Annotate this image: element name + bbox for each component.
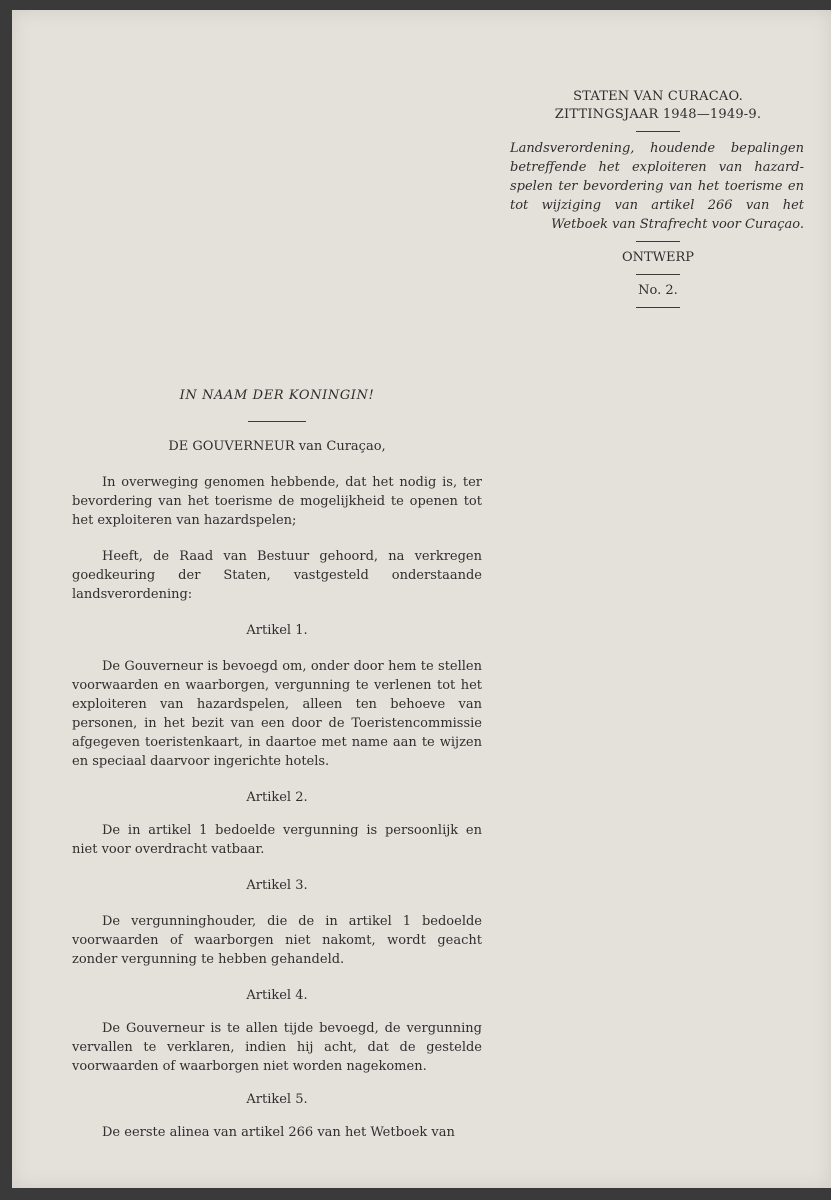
header-label: ONTWERP [621, 250, 695, 265]
governor-line: DE GOUVERNEUR van Curaçao, [168, 439, 386, 454]
article-title: Artikel 5. [246, 1092, 308, 1107]
article-text: De eerste alinea van artikel 266 van het Wetboek van [102, 1125, 455, 1140]
header-divider [636, 307, 680, 308]
article-text: De Gouverneur is te allen tijde bevoegd, de vergunning vervallen te verklaren, indien hij acht, dat de gestelde voorwaarden of waarborgen niet worden nagekomen. [72, 1021, 482, 1074]
document-header [508, 88, 808, 315]
article-text: De in artikel 1 bedoelde vergunning is persoonlijk en niet voor overdracht vatbaar. [72, 823, 482, 857]
invocation: IN NAAM DER KONINGIN! [179, 388, 375, 403]
article-title: Artikel 1. [246, 623, 308, 638]
header-assembly: STATEN VAN CURACAO. [573, 89, 743, 104]
article-title: Artikel 2. [246, 790, 308, 805]
considerans-paragraph: In overweging genomen hebbende, dat het nodig is, ter bevordering van het toerisme de mogelijkheid te openen tot het exploiteren van hazardspelen; [72, 475, 482, 528]
header-divider [636, 274, 680, 275]
header-session: ZITTINGSJAAR 1948—1949-9. [554, 107, 762, 122]
header-divider [636, 241, 680, 242]
article-text: De Gouverneur is bevoegd om, onder door hem te stellen voorwaarden en waarborgen, vergunning te verlenen tot het exploiteren van hazardspelen, alleen ten behoeve van personen, in het bezit van een door de Toeristencommissie afgegeven toeristenkaart, in daartoe met name aan te wijzen en speciaal daarvoor ingerichte hotels. [72, 659, 482, 769]
header-divider [636, 131, 680, 132]
enacting-paragraph: Heeft, de Raad van Bestuur gehoord, na verkregen goedkeuring der Staten, vastgesteld onderstaande landsverordening: [72, 549, 482, 602]
article-title: Artikel 4. [246, 988, 308, 1003]
header-subject: Landsverordening, houdende bepalingen betreffende het exploiteren van hazard-spelen ter bevordering van het toerisme en tot wijziging van artikel 266 van het Wetboek van Strafrecht voor Curaçao. [510, 141, 804, 232]
header-number: No. 2. [638, 283, 678, 298]
document-body [72, 374, 482, 1142]
body-divider [248, 421, 306, 422]
article-text: De vergunninghouder, die de in artikel 1 bedoelde voorwaarden of waarborgen niet nakomt, wordt geacht zonder vergunning te hebben gehandeld. [72, 914, 482, 967]
article-title: Artikel 3. [246, 878, 308, 893]
